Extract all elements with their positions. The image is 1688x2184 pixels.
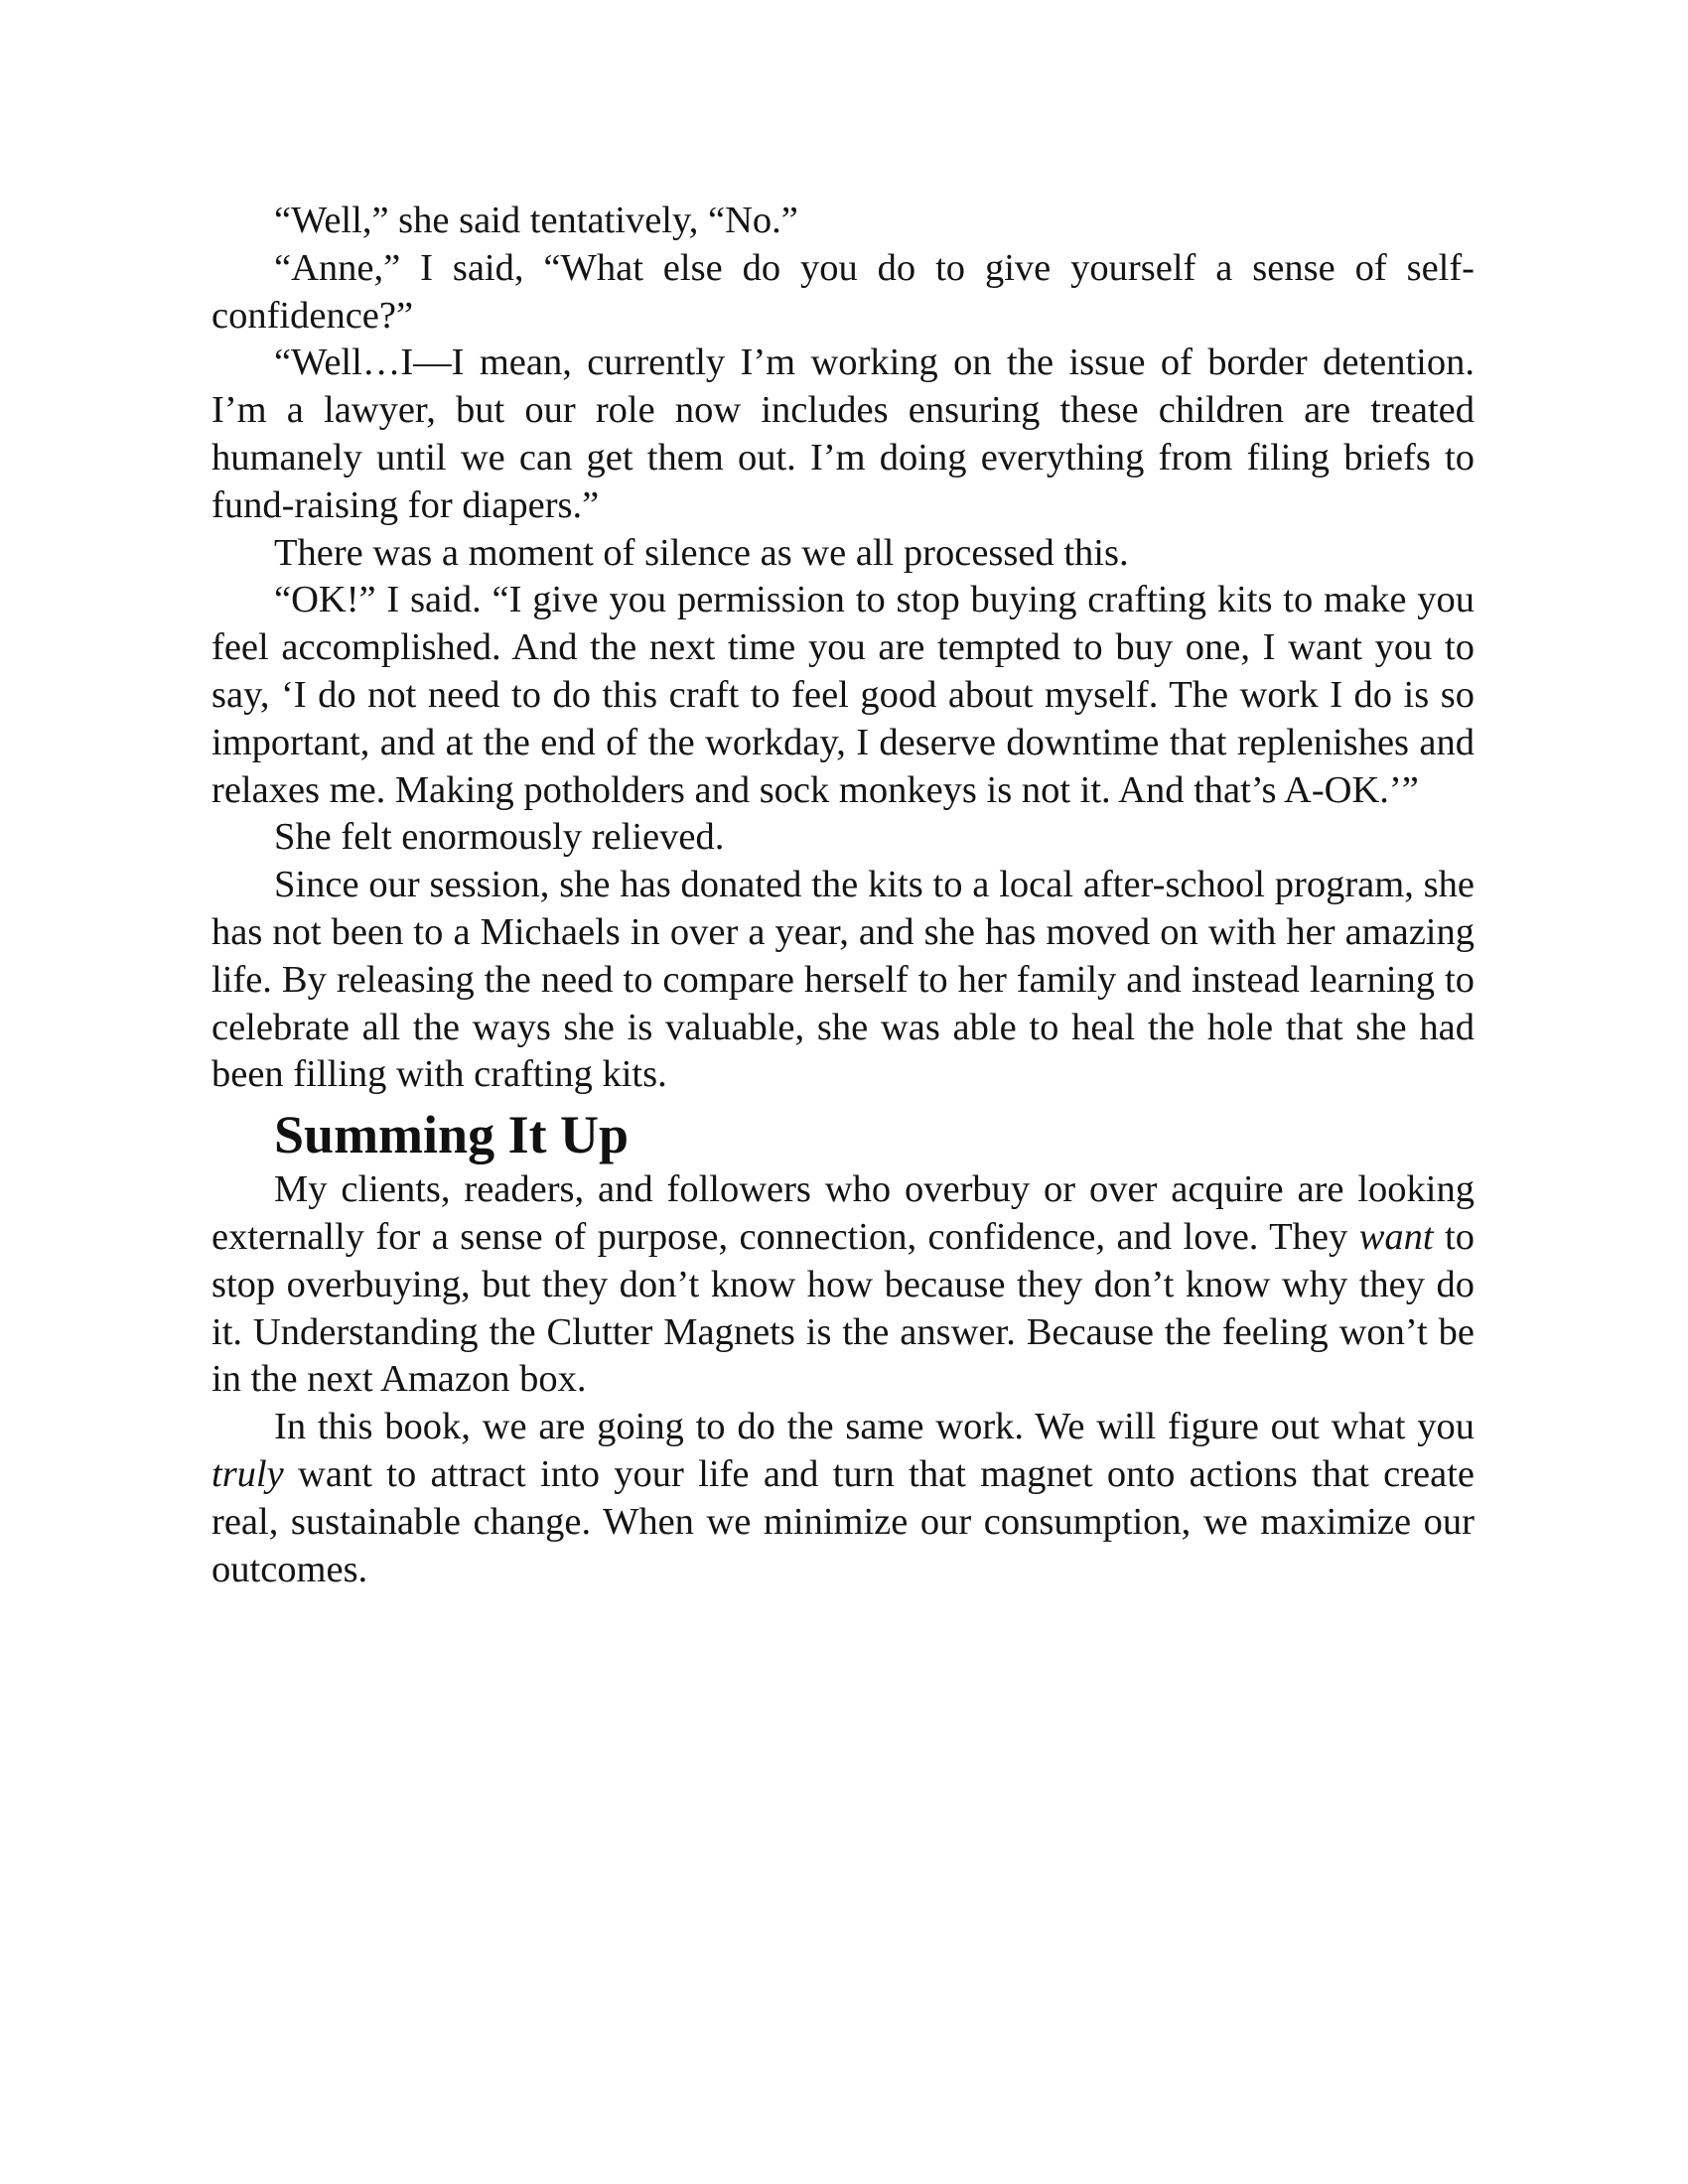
text-run: My clients, readers, and followers who overbuy or over acquire are looking externally for a sense of purpose, connection, confidence, and love. They bbox=[211, 1168, 1475, 1258]
paragraph: “Anne,” I said, “What else do you do to give yourself a sense of self-confidence?” bbox=[211, 246, 1475, 337]
text-run: to stop overbuying, but they don’t know how because they don’t know why they do it. Understanding the Clutter Magnets is the answer. Because the feeling won’t be in the next Amazon box. bbox=[211, 1215, 1475, 1401]
paragraph: There was a moment of silence as we all processed this. bbox=[274, 531, 1129, 574]
paragraph: “OK!” I said. “I give you permission to stop buying crafting kits to make you feel accomplished. And the next time you are tempted to buy one, I want you to say, ‘I do not need to do this craft to feel good about myself. The work I do is so important, and at the end of the workday, I deserve downtime that replenishes and relaxes me. Making potholders and sock monkeys is not it. And that’s A-OK.’” bbox=[211, 579, 1475, 811]
book-page bbox=[211, 198, 1475, 1593]
paragraph-clients bbox=[211, 1166, 1475, 1404]
paragraph-book bbox=[211, 1404, 1475, 1593]
text-run: want to attract into your life and turn that magnet onto actions that create real, sustainable change. When we minimize our consumption, we maximize our outcomes. bbox=[211, 1452, 1475, 1590]
emphasis-text: want bbox=[1358, 1215, 1434, 1258]
section-heading: Summing It Up bbox=[274, 1105, 630, 1165]
paragraph: She felt enormously relieved. bbox=[274, 816, 725, 859]
paragraph: “Well,” she said tentatively, “No.” bbox=[274, 200, 798, 241]
paragraph: Since our session, she has donated the kits to a local after-school program, she has not been to a Michaels in over a year, and she has moved on with her amazing life. By releasing the need to compare herself to her family and instead learning to celebrate all the ways she is valuable, she was able to heal the hole that she had been filling with crafting kits. bbox=[211, 864, 1475, 1096]
text-run: In this book, we are going to do the same work. We will figure out what you bbox=[274, 1406, 1475, 1448]
paragraph: “Well…I—I mean, currently I’m working on the issue of border detention. I’m a lawyer, but our role now includes ensuring these children are treated humanely until we can get them out. I’m doing everything from filing briefs to fund-raising for diapers.” bbox=[211, 341, 1475, 526]
emphasis-text: truly bbox=[211, 1452, 284, 1495]
